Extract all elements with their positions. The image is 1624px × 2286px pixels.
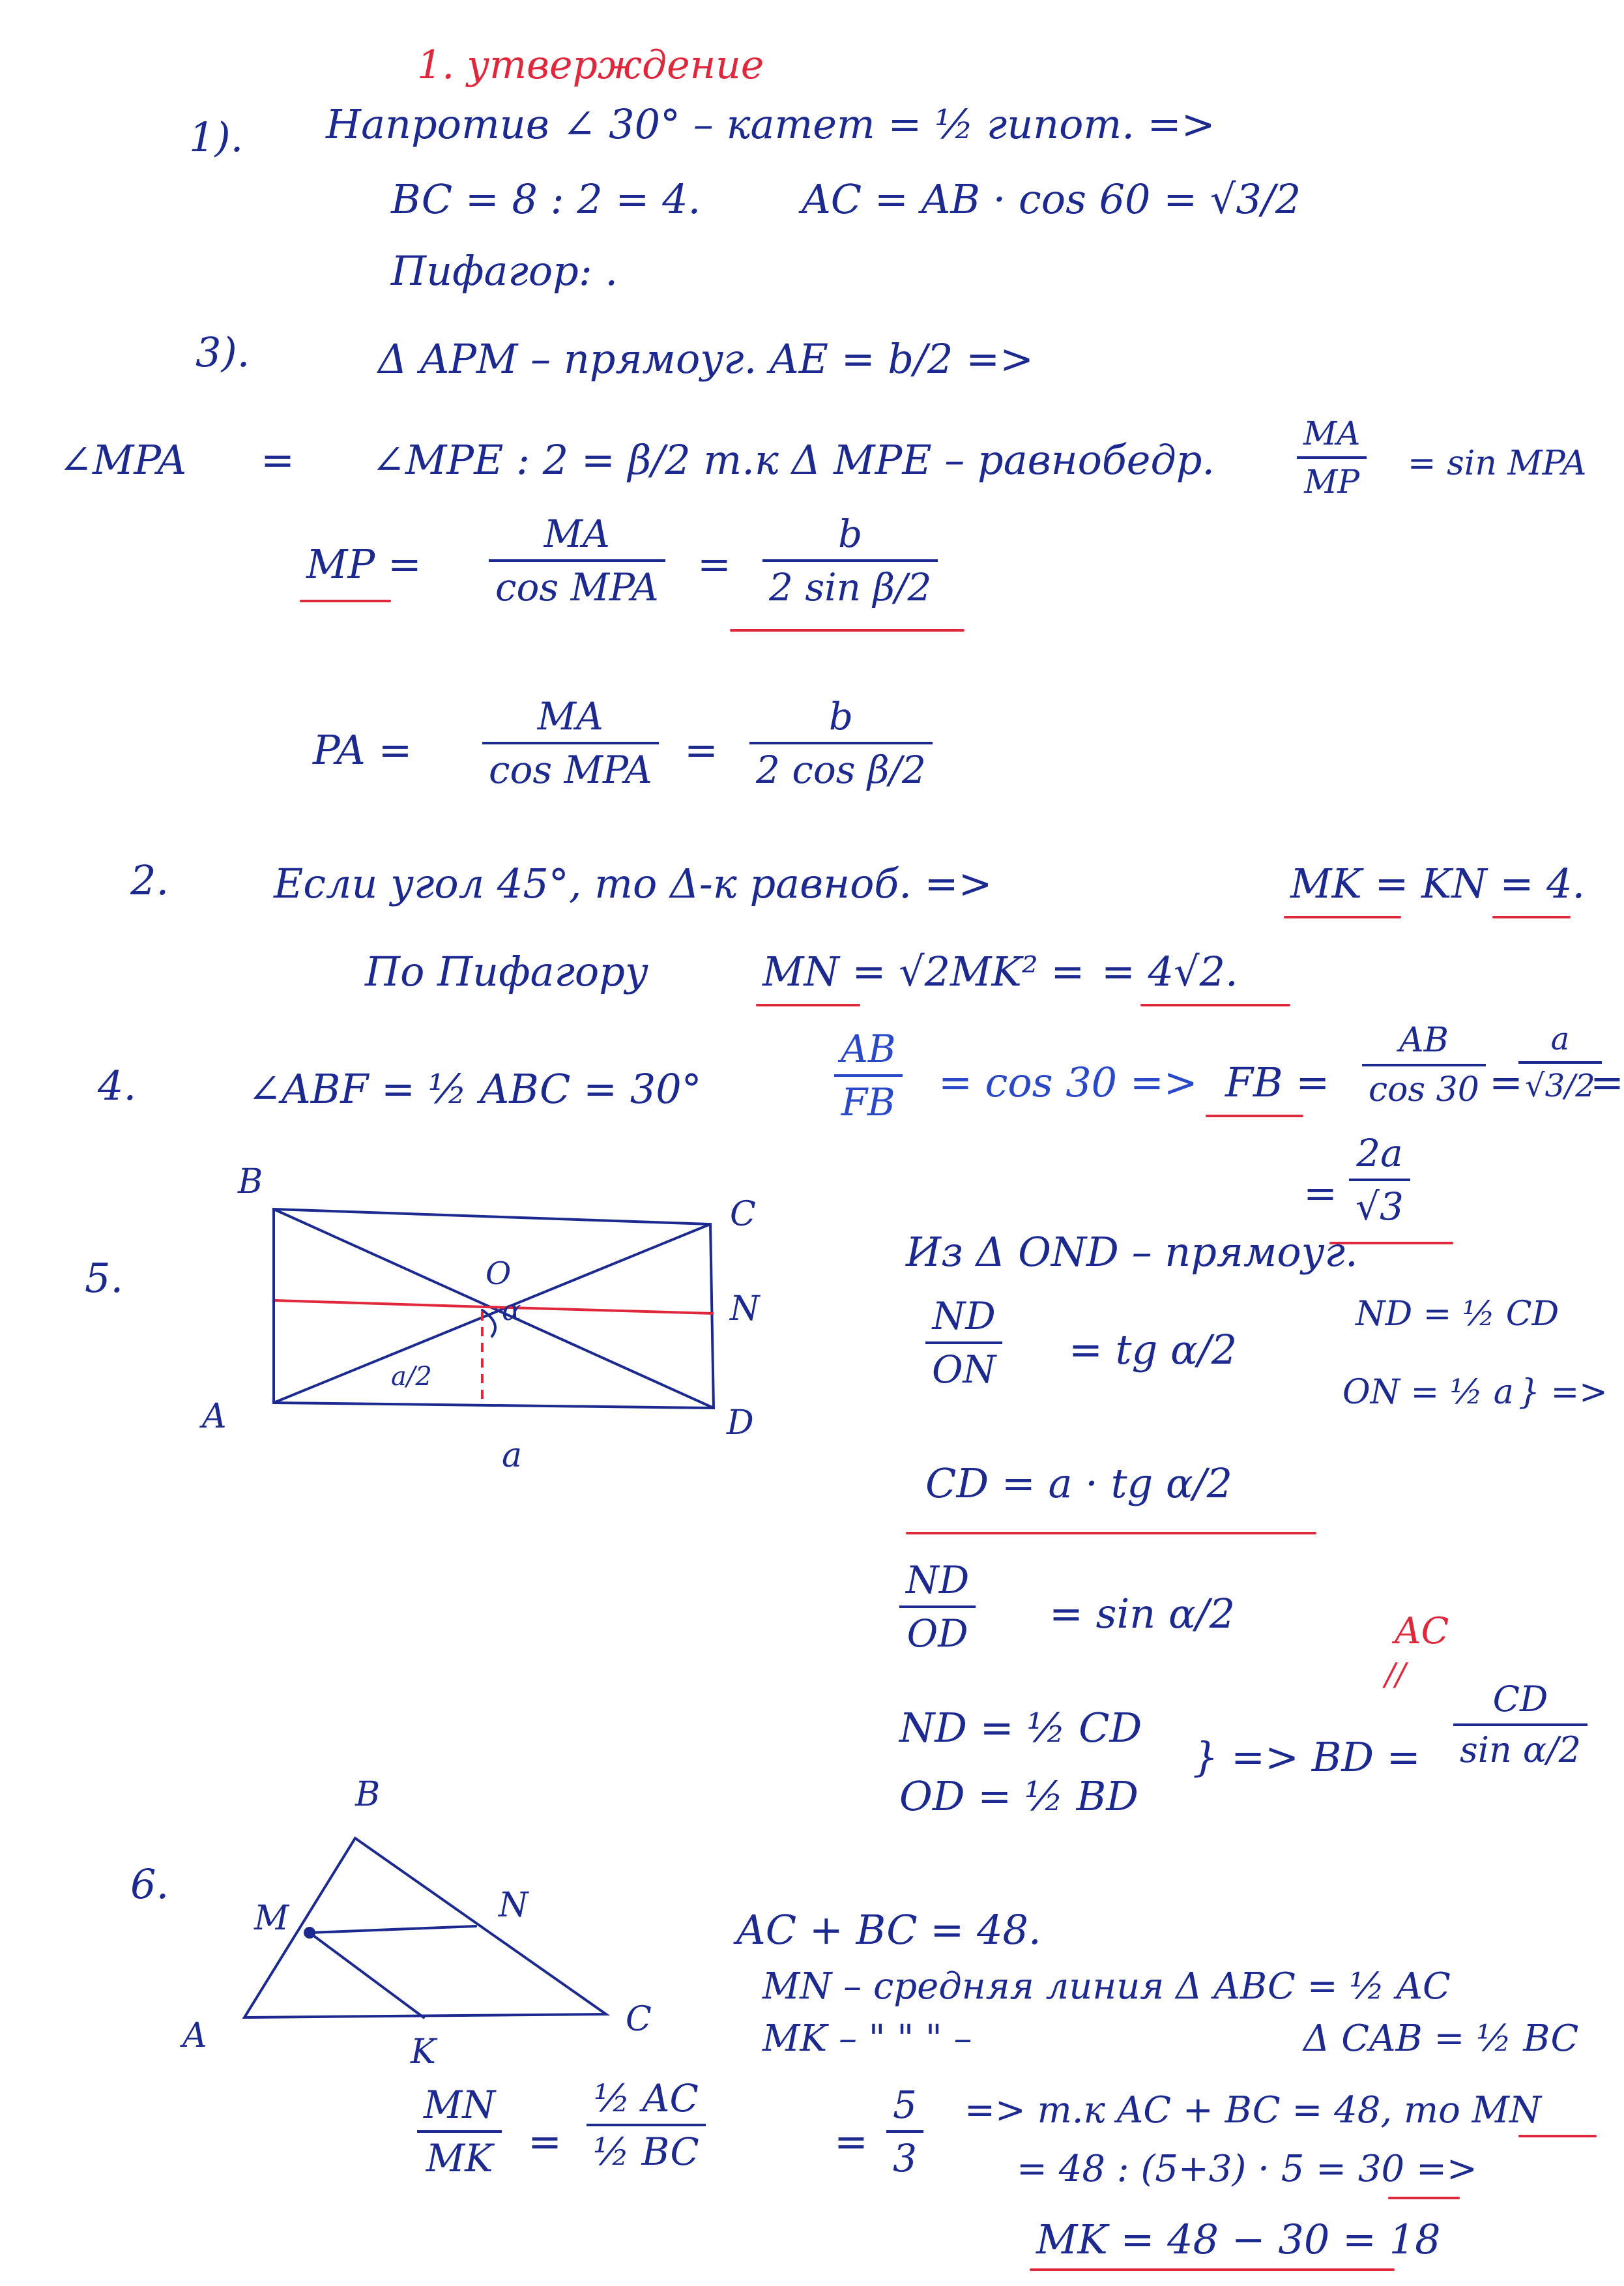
fraction-fb-1-numerator: AB (1362, 1023, 1486, 1066)
fraction-half-bc: ½ BC (593, 2130, 699, 2174)
fraction-mp-2 (762, 512, 938, 609)
underline-mp (300, 600, 391, 602)
section-3-eq-sign: = (261, 436, 295, 484)
label-a: A (202, 1397, 227, 1436)
section-3-number: 3). (196, 329, 250, 376)
section-1-bc: BC = 8 : 2 = 4. (391, 175, 701, 223)
section-2-mn: MN = √2MK² = (762, 948, 1085, 995)
label-n: N (499, 1886, 529, 1925)
label-side-a: a (502, 1436, 523, 1475)
underline-fb (1206, 1115, 1303, 1117)
label-k: K (411, 2032, 436, 2072)
underline-mn (756, 1004, 860, 1006)
label-o: O (486, 1255, 512, 1292)
fraction-fb-1-denominator: cos 30 (1369, 1070, 1479, 1109)
fraction-pa-1-numerator: MA (482, 697, 659, 744)
fraction-pa-2-numerator: b (749, 697, 933, 744)
underline-4root2 (1140, 1004, 1290, 1006)
fraction-mn-mk (417, 2083, 502, 2180)
section-2-number: 2. (130, 857, 169, 904)
fraction-ab-fb-denominator: FB (841, 1080, 895, 1124)
fraction-fb-2-numerator: a (1518, 1023, 1602, 1064)
section-6-eq-2: = (834, 2118, 868, 2165)
triangle-figure (176, 1760, 710, 2086)
fraction-mp-2-denominator: 2 sin β/2 (769, 565, 932, 609)
fraction-bd-numerator: CD (1453, 1682, 1588, 1726)
fraction-nd-od (899, 1558, 976, 1656)
fraction-fb-3 (1349, 1131, 1410, 1229)
section-5-nd-half: ND = ½ CD (1356, 1295, 1559, 1334)
fraction-ma-mp (1297, 415, 1367, 501)
fraction-pa-2-denominator: 2 cos β/2 (756, 748, 926, 792)
fraction-bd (1453, 1678, 1588, 1770)
fraction-nd-od-numerator: ND (899, 1561, 976, 1608)
section-5-ac-mark: // (1385, 1656, 1406, 1693)
section-5-from-triangle: Из Δ OND – прямоуг. (906, 1228, 1358, 1276)
section-6-eq: = (528, 2118, 562, 2165)
section-5-od-half-bd: OD = ½ BD (899, 1772, 1138, 1820)
fraction-5-3 (886, 2083, 923, 2180)
section-6-since: => т.к AC + BC = 48, то MN (964, 2089, 1541, 2132)
fraction-pa-2 (749, 694, 933, 792)
section-1-number: 1). (189, 113, 244, 161)
section-5-ac-note: AC (1395, 1610, 1449, 1652)
underline-30 (1388, 2197, 1460, 2199)
fraction-fb-2 (1518, 1023, 1602, 1102)
section-4-fb: FB = (1225, 1059, 1330, 1106)
fraction-mn-mk-numerator: MN (417, 2086, 502, 2133)
section-5-nd-half-cd: ND = ½ CD (899, 1704, 1142, 1751)
section-3-line-2: ∠MPE : 2 = β/2 т.к Δ MPE – равнобедр. (371, 436, 1215, 484)
section-3-eq-1: = (697, 540, 731, 588)
label-c: C (626, 2000, 652, 2039)
section-5-sin: = sin α/2 (1049, 1590, 1236, 1637)
section-6-sum: AC + BC = 48. (736, 1906, 1041, 1954)
section-3-angle-mpa: ∠MPA (59, 436, 187, 484)
fraction-fb-2-denominator: √3/2 (1525, 1068, 1595, 1104)
underline-cd-result (906, 1532, 1316, 1534)
fraction-pa-1-denominator: cos MPA (489, 748, 652, 792)
label-d: D (727, 1403, 754, 1443)
section-2-line-1: Если угол 45°, то Δ-к равноб. => (274, 860, 993, 907)
label-m: M (254, 1899, 289, 1938)
fraction-mp-1-numerator: MA (489, 515, 665, 562)
fraction-nd-on-denominator: ON (932, 1347, 996, 1392)
section-3-pa-lhs: PA = (313, 726, 413, 774)
section-4-eq-end: = (1590, 1059, 1624, 1106)
section-5-cd-result: CD = a · tg α/2 (925, 1459, 1233, 1507)
fraction-nd-on (925, 1294, 1002, 1392)
section-6-mn-midline: MN – средняя линия Δ ABC = ½ AC (762, 1965, 1451, 2008)
section-1-ac: AC = AB · cos 60 = √3/2 (802, 175, 1301, 223)
fraction-fb-3-numerator: 2a (1349, 1134, 1410, 1181)
point-m (304, 1927, 315, 1939)
underline-mk-result (1030, 2268, 1395, 2271)
heading-utverzhdenie: 1. утверждение (417, 42, 764, 88)
fraction-mp-1-denominator: cos MPA (495, 565, 659, 609)
fraction-ma-mp-denominator: MP (1304, 463, 1360, 501)
section-6-compute: = 48 : (5+3) · 5 = 30 => (1017, 2148, 1477, 2190)
label-c: C (730, 1195, 756, 1234)
underline-kn (1492, 916, 1571, 918)
fraction-mp-2-numerator: b (762, 515, 938, 562)
diagonal-bd (274, 1209, 714, 1408)
section-3-line-1: Δ APM – прямоуг. AE = b/2 => (378, 335, 1034, 383)
section-4-cos30: = cos 30 => (938, 1059, 1198, 1106)
section-5-on-half: ON = ½ a (1342, 1373, 1514, 1412)
section-1-pythagoras: Пифагор: . (391, 247, 618, 295)
fraction-fb-3-denominator: √3 (1356, 1184, 1404, 1229)
fraction-bd-denominator: sin α/2 (1460, 1729, 1581, 1770)
section-5-brace-1: } => (1518, 1373, 1608, 1412)
section-6-number: 6. (130, 1860, 169, 1908)
section-3-mp-lhs: MP = (306, 540, 422, 588)
fraction-5-3-numerator: 5 (886, 2086, 923, 2133)
rectangle-figure (196, 1160, 782, 1473)
fraction-ab-fb-numerator: AB (834, 1030, 903, 1077)
fraction-mn-mk-denominator: MK (426, 2136, 493, 2180)
label-n: N (730, 1289, 760, 1328)
fraction-half-ac-bc (587, 2076, 706, 2174)
section-4-number: 4. (98, 1062, 137, 1109)
section-2-by-pythagoras: По Пифагору (365, 948, 648, 995)
fraction-nd-od-denominator: OD (906, 1611, 968, 1656)
section-3-sin-mpa: = sin MPA (1408, 444, 1587, 483)
midline-mn (310, 1926, 476, 1933)
section-5-brace-2: } => BD = (1193, 1733, 1421, 1781)
label-alpha: α (502, 1294, 521, 1327)
section-4-eq-2: = (1303, 1169, 1337, 1217)
section-5-tg: = tg α/2 (1069, 1326, 1238, 1373)
underline-mn-6 (1518, 2135, 1597, 2137)
fraction-fb-1 (1362, 1023, 1486, 1107)
fraction-nd-on-numerator: ND (925, 1297, 1002, 1344)
fraction-ab-fb (834, 1027, 903, 1124)
fraction-mp-1 (489, 512, 665, 609)
label-b: B (355, 1775, 381, 1814)
underline-mp-result (730, 629, 964, 632)
section-4-eq: = (1489, 1059, 1523, 1106)
section-6-mk-ditto: MK – " " " – (762, 2017, 972, 2060)
section-3-eq-2: = (684, 726, 718, 774)
section-1-line-1: Напротив ∠ 30° – катет = ½ гипот. => (326, 100, 1215, 148)
underline-mk (1284, 916, 1401, 918)
section-6-cab: Δ CAB = ½ BC (1303, 2017, 1579, 2060)
fraction-ma-mp-numerator: MA (1297, 417, 1367, 459)
fraction-pa-1 (482, 694, 659, 792)
section-6-mk-result: MK = 48 − 30 = 18 (1036, 2216, 1441, 2263)
section-5-number: 5. (85, 1254, 124, 1302)
midline-mk (310, 1933, 424, 2017)
fraction-5-3-denominator: 3 (893, 2136, 917, 2180)
fraction-half-ac: ½ AC (587, 2079, 706, 2126)
label-b: B (238, 1162, 263, 1201)
section-2-mk-kn: MK = KN = 4. (1290, 860, 1586, 907)
label-a: A (182, 2016, 207, 2055)
label-a-half: a/2 (391, 1362, 432, 1392)
section-2-result: = 4√2. (1101, 948, 1238, 995)
section-4-angle: ∠ABF = ½ ABC = 30° (248, 1065, 702, 1113)
